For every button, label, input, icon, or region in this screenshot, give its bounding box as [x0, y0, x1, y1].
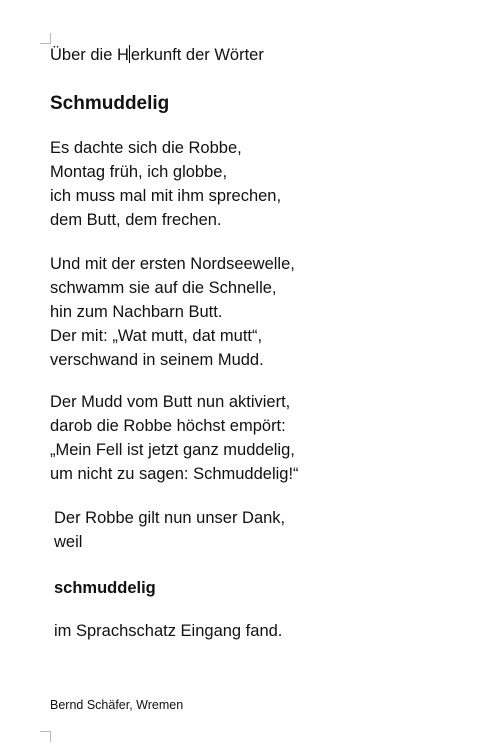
stanza-1-line-1: Es dachte sich die Robbe, [50, 139, 242, 157]
stanza-3-line-4: um nicht zu sagen: Schmuddelig!“ [50, 465, 299, 483]
stanza-2-line-2: schwamm sie auf die Schnelle, [50, 279, 277, 297]
stanza-2-line-1: Und mit der ersten Nordseewelle, [50, 255, 295, 273]
stanza-1 [50, 136, 281, 232]
poem-title: Schmuddelig [50, 93, 170, 114]
bold-word: schmuddelig [54, 579, 156, 597]
stanza-2-line-5: verschwand in seinem Mudd. [50, 351, 264, 369]
crop-mark-bottom [40, 731, 51, 742]
crop-mark-top [40, 33, 51, 44]
stanza-3-line-3: „Mein Fell ist jetzt ganz muddelig, [50, 441, 295, 459]
header-text-after-caret: erkunft der Wörter [130, 46, 264, 64]
stanza-2 [50, 252, 295, 372]
stanza-4 [54, 506, 285, 554]
stanza-1-line-2: Montag früh, ich globbe, [50, 163, 228, 181]
author-credit: Bernd Schäfer, Wremen [50, 698, 184, 712]
final-line: im Sprachschatz Eingang fand. [54, 622, 283, 640]
stanza-3-line-2: darob die Robbe höchst empört: [50, 417, 286, 435]
header-text-before-caret: Über die H [50, 46, 129, 64]
stanza-3-line-1: Der Mudd vom Butt nun aktiviert, [50, 393, 291, 411]
stanza-3 [50, 390, 299, 486]
stanza-2-line-4: Der mit: „Wat mutt, dat mutt“, [50, 327, 263, 345]
stanza-1-line-4: dem Butt, dem frechen. [50, 211, 222, 229]
header-line [50, 44, 264, 66]
stanza-2-line-3: hin zum Nachbarn Butt. [50, 303, 223, 321]
stanza-4-line-1: Der Robbe gilt nun unser Dank, [54, 509, 286, 527]
stanza-4-line-2: weil [54, 533, 83, 551]
stanza-1-line-3: ich muss mal mit ihm sprechen, [50, 187, 282, 205]
